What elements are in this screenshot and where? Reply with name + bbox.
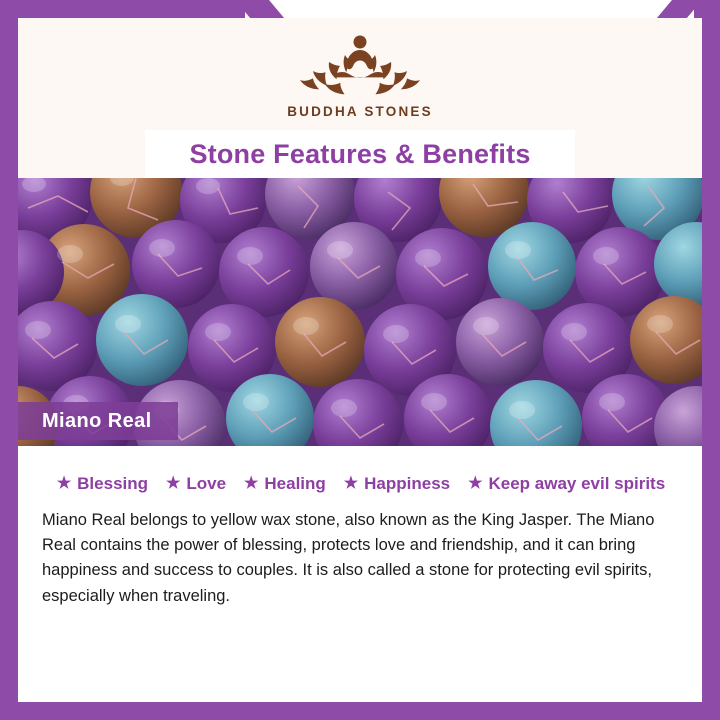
star-icon: ★	[166, 475, 181, 492]
benefit-label: Keep away evil spirits	[488, 474, 666, 493]
benefit-label: Blessing	[77, 474, 149, 493]
benefit-label: Healing	[264, 474, 326, 493]
frame-bottom-bar	[0, 702, 720, 720]
benefit-item	[57, 474, 148, 494]
stone-name: Miano Real	[42, 409, 152, 432]
star-icon: ★	[56, 475, 72, 492]
star-icon: ★	[244, 475, 259, 492]
content-panel	[18, 446, 702, 702]
benefit-item	[468, 474, 665, 494]
benefit-item	[344, 474, 450, 494]
brand-name: BUDDHA STONES	[287, 104, 433, 119]
star-icon: ★	[468, 475, 483, 492]
brand-logo	[285, 28, 435, 119]
benefit-item	[244, 474, 326, 494]
benefit-item	[166, 474, 226, 494]
stone-description: Miano Real belongs to yellow wax stone, also known as the King Jasper. The Miano Real contains the power of blessing, protects love and friendship, and it can bring happiness and success to couples. It is also called a stone for protecting evil spirits, especially when traveling.	[42, 511, 655, 605]
benefits-list	[28, 474, 694, 494]
title-banner	[145, 130, 575, 178]
frame-top-left-bar	[0, 0, 245, 18]
frame-left-bar	[0, 0, 18, 720]
page-title: Stone Features & Benefits	[189, 138, 531, 169]
photo-caption	[18, 402, 178, 440]
benefit-label: Love	[186, 474, 227, 493]
lotus-meditation-icon	[285, 28, 435, 100]
frame-right-bar	[702, 0, 720, 720]
benefit-label: Happiness	[364, 474, 451, 493]
star-icon: ★	[343, 475, 359, 492]
